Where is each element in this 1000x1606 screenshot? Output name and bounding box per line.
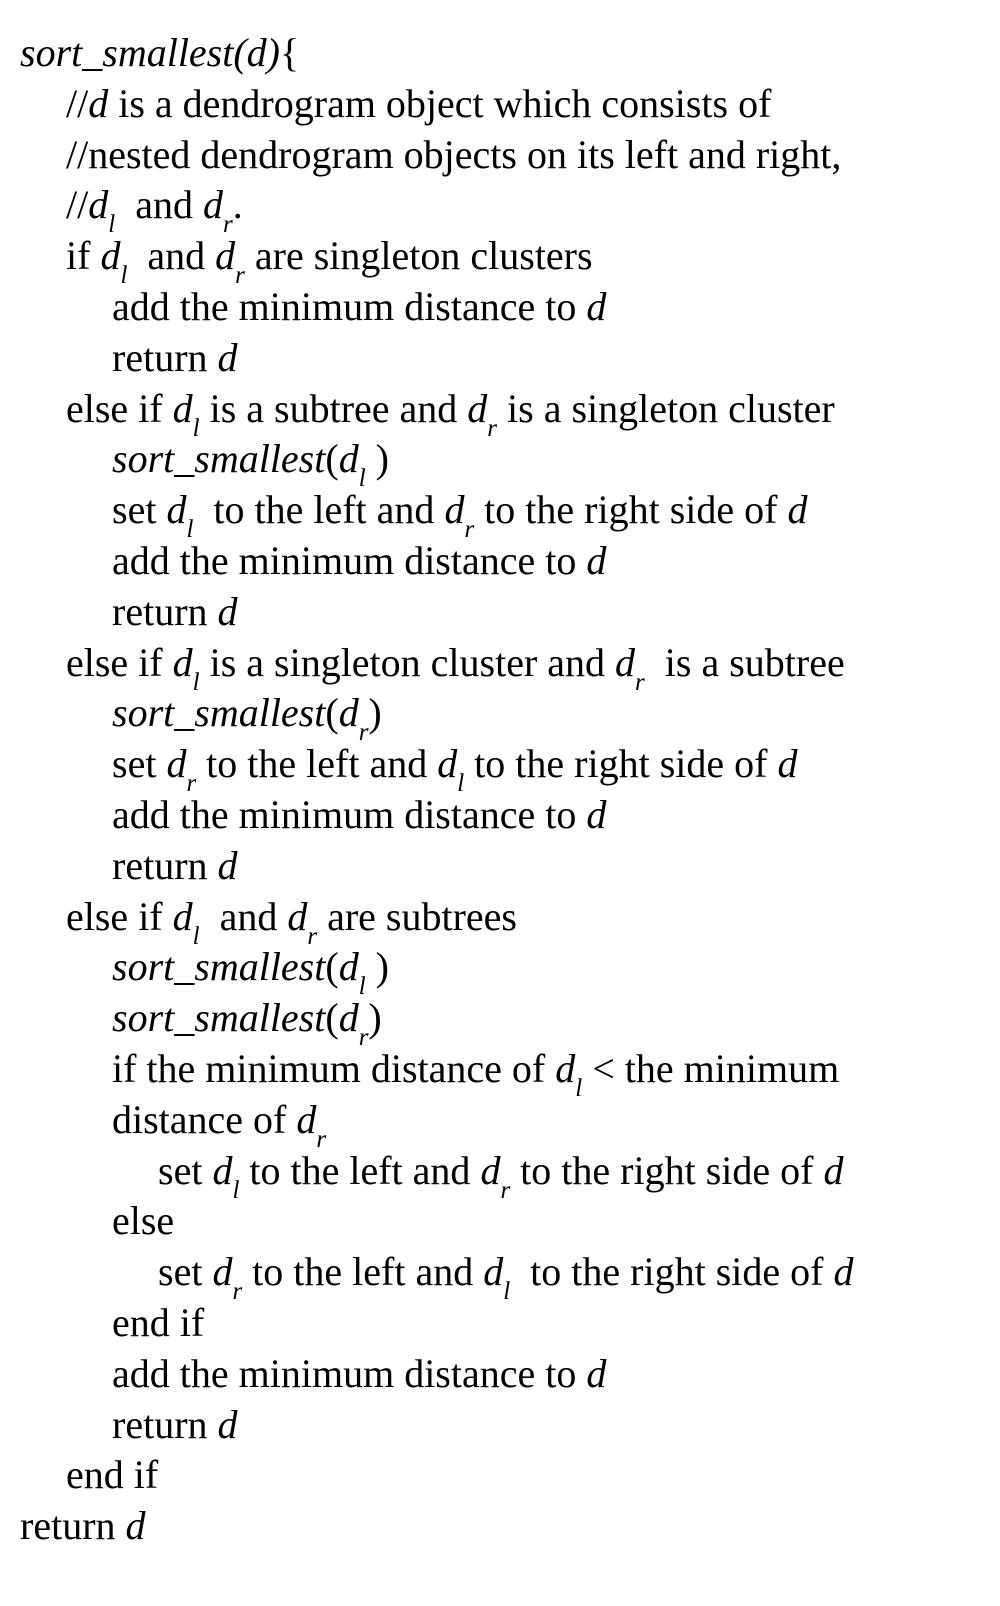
- code-text: set: [112, 487, 167, 533]
- code-text: return: [112, 334, 218, 380]
- subscript-token: r: [358, 719, 369, 747]
- italic-token: sort_smallest: [112, 690, 326, 736]
- italic-token: d: [125, 1503, 146, 1549]
- italic-token: d: [172, 639, 193, 685]
- code-line: [0, 384, 1000, 442]
- subscript-token: r: [222, 211, 233, 239]
- italic-token: d: [437, 741, 458, 787]
- code-text: return: [112, 842, 218, 888]
- italic-token: d: [212, 1249, 233, 1295]
- italic-token: d: [88, 182, 109, 228]
- subscript-token: r: [232, 1278, 243, 1306]
- code-line: [0, 1196, 1000, 1247]
- subscript-token: r: [235, 262, 245, 290]
- subscript-token: l: [192, 414, 200, 442]
- code-text: are subtrees: [317, 893, 517, 939]
- code-text: ): [368, 995, 382, 1041]
- code-text: is a singleton cluster and: [199, 639, 616, 685]
- subscript-token: l: [358, 973, 366, 1001]
- code-text: .: [232, 182, 243, 228]
- subscript-token: l: [575, 1074, 583, 1102]
- italic-token: d: [480, 1147, 501, 1193]
- italic-token: d: [586, 791, 607, 837]
- code-line: [0, 1247, 1000, 1306]
- code-text: else if: [66, 385, 173, 431]
- code-text: is a singleton cluster: [497, 385, 835, 431]
- code-text: to the left and: [242, 1249, 484, 1295]
- code-text: add the minimum distance to: [112, 791, 587, 837]
- subscript-token: l: [192, 668, 200, 696]
- code-line: [0, 1400, 1000, 1451]
- code-text: add the minimum distance to: [112, 283, 587, 329]
- italic-token: d: [338, 436, 359, 482]
- code-text: ): [368, 690, 382, 736]
- code-text: end if: [112, 1299, 205, 1345]
- code-text: ): [365, 436, 389, 482]
- code-line: [0, 1349, 1000, 1400]
- code-text: is a subtree and: [199, 385, 468, 431]
- subscript-token: l: [108, 211, 116, 239]
- italic-token: d: [166, 741, 187, 787]
- subscript-token: r: [307, 922, 318, 950]
- italic-token: d: [338, 995, 359, 1041]
- code-line: [0, 485, 1000, 544]
- subscript-token: l: [457, 770, 465, 798]
- code-text: (: [325, 944, 339, 990]
- code-line: [0, 587, 1000, 638]
- italic-token: d: [586, 1350, 607, 1396]
- code-text: to the right side of: [464, 741, 778, 787]
- code-line: [0, 892, 1000, 950]
- italic-token: d: [172, 893, 193, 939]
- code-line: [0, 333, 1000, 384]
- italic-token: d: [166, 487, 187, 533]
- code-line: [0, 993, 1000, 1052]
- code-line: [0, 1298, 1000, 1349]
- code-text: to the left and: [196, 741, 438, 787]
- italic-token: d: [833, 1249, 854, 1295]
- code-text: {: [280, 30, 300, 75]
- subscript-token: l: [186, 516, 194, 544]
- code-text: if the minimum distance of: [112, 1045, 556, 1091]
- subscript-token: r: [487, 414, 498, 442]
- code-text: and: [199, 893, 288, 939]
- code-line: [0, 231, 1000, 290]
- italic-token: d: [467, 385, 488, 431]
- code-text: set: [112, 741, 167, 787]
- code-text: and: [127, 233, 216, 279]
- code-line: [0, 1450, 1000, 1501]
- subscript-token: r: [186, 770, 197, 798]
- subscript-token: l: [358, 465, 366, 493]
- code-text: to the left and: [193, 487, 445, 533]
- code-text: //nested dendrogram objects on its left and right,: [66, 131, 842, 177]
- subscript-token: r: [464, 516, 475, 544]
- italic-token: d: [586, 283, 607, 329]
- italic-token: d: [555, 1045, 576, 1091]
- code-text: set: [158, 1249, 213, 1295]
- italic-token: sort_smallest: [112, 436, 326, 482]
- italic-token: d: [296, 1096, 317, 1142]
- code-text: add the minimum distance to: [112, 537, 587, 583]
- code-text: is a dendrogram object which consists of: [108, 80, 772, 126]
- code-text: to the right side of: [474, 487, 788, 533]
- italic-token: d: [823, 1147, 844, 1193]
- subscript-token: r: [635, 668, 645, 696]
- code-text: add the minimum distance to: [112, 1350, 587, 1396]
- subscript-token: r: [358, 1024, 369, 1052]
- code-text: else: [112, 1198, 175, 1244]
- code-text: to the right side of: [510, 1147, 824, 1193]
- italic-token: d: [777, 741, 798, 787]
- italic-token: d: [217, 588, 238, 634]
- code-text: are singleton clusters: [244, 233, 593, 279]
- italic-token: d: [586, 537, 607, 583]
- italic-token: d: [483, 1249, 504, 1295]
- code-text: < the minimum: [582, 1045, 840, 1091]
- code-text: (: [325, 995, 339, 1041]
- code-text: and: [115, 182, 203, 228]
- code-line: [0, 28, 1000, 79]
- italic-token: sort_smallest: [112, 944, 326, 990]
- code-line: [0, 1095, 1000, 1153]
- italic-token: d: [444, 487, 465, 533]
- italic-token: d: [787, 487, 808, 533]
- code-text: end if: [66, 1452, 159, 1498]
- code-line: [0, 1146, 1000, 1204]
- code-line: [0, 790, 1000, 841]
- code-text: //: [66, 182, 89, 228]
- italic-token: d: [217, 1401, 238, 1447]
- code-text: to the right side of: [510, 1249, 834, 1295]
- code-line: [0, 282, 1000, 333]
- code-text: set: [158, 1147, 213, 1193]
- code-text: return: [112, 588, 218, 634]
- italic-token: d: [338, 944, 359, 990]
- code-text: is a subtree: [644, 639, 845, 685]
- subscript-token: l: [232, 1176, 240, 1204]
- code-line: [0, 79, 1000, 130]
- italic-token: d: [615, 639, 636, 685]
- subscript-token: r: [500, 1176, 511, 1204]
- italic-token: sort_smallest: [112, 995, 326, 1041]
- code-line: [0, 688, 1000, 747]
- code-text: else if: [66, 639, 173, 685]
- code-line: [0, 1044, 1000, 1102]
- code-line: [0, 841, 1000, 892]
- code-line: [0, 536, 1000, 587]
- italic-token: d: [338, 690, 359, 736]
- code-line: [0, 434, 1000, 493]
- italic-token: d: [88, 80, 109, 126]
- code-text: return: [20, 1503, 126, 1549]
- code-text: distance of: [112, 1096, 297, 1142]
- italic-token: d: [212, 1147, 233, 1193]
- code-line: [0, 1501, 1000, 1552]
- code-text: to the left and: [239, 1147, 481, 1193]
- italic-token: d: [287, 893, 308, 939]
- italic-token: d: [100, 233, 121, 279]
- subscript-token: r: [316, 1125, 327, 1153]
- subscript-token: l: [120, 262, 128, 290]
- italic-token: d: [202, 182, 223, 228]
- code-line: [0, 180, 1000, 239]
- code-line: [0, 942, 1000, 1001]
- italic-token: d: [217, 842, 238, 888]
- subscript-token: l: [192, 922, 200, 950]
- pseudocode-listing: [0, 28, 1000, 1552]
- italic-token: d: [217, 334, 238, 380]
- subscript-token: l: [503, 1278, 511, 1306]
- code-line: [0, 739, 1000, 798]
- code-text: else if: [66, 893, 173, 939]
- italic-token: sort_smallest(d): [20, 30, 280, 75]
- code-text: //: [66, 80, 89, 126]
- code-line: [0, 638, 1000, 696]
- code-text: return: [112, 1401, 218, 1447]
- italic-token: d: [172, 385, 193, 431]
- code-text: ): [365, 944, 389, 990]
- italic-token: d: [215, 233, 236, 279]
- code-text: if: [66, 233, 101, 279]
- code-line: [0, 130, 1000, 181]
- code-text: (: [325, 436, 339, 482]
- code-text: (: [325, 690, 339, 736]
